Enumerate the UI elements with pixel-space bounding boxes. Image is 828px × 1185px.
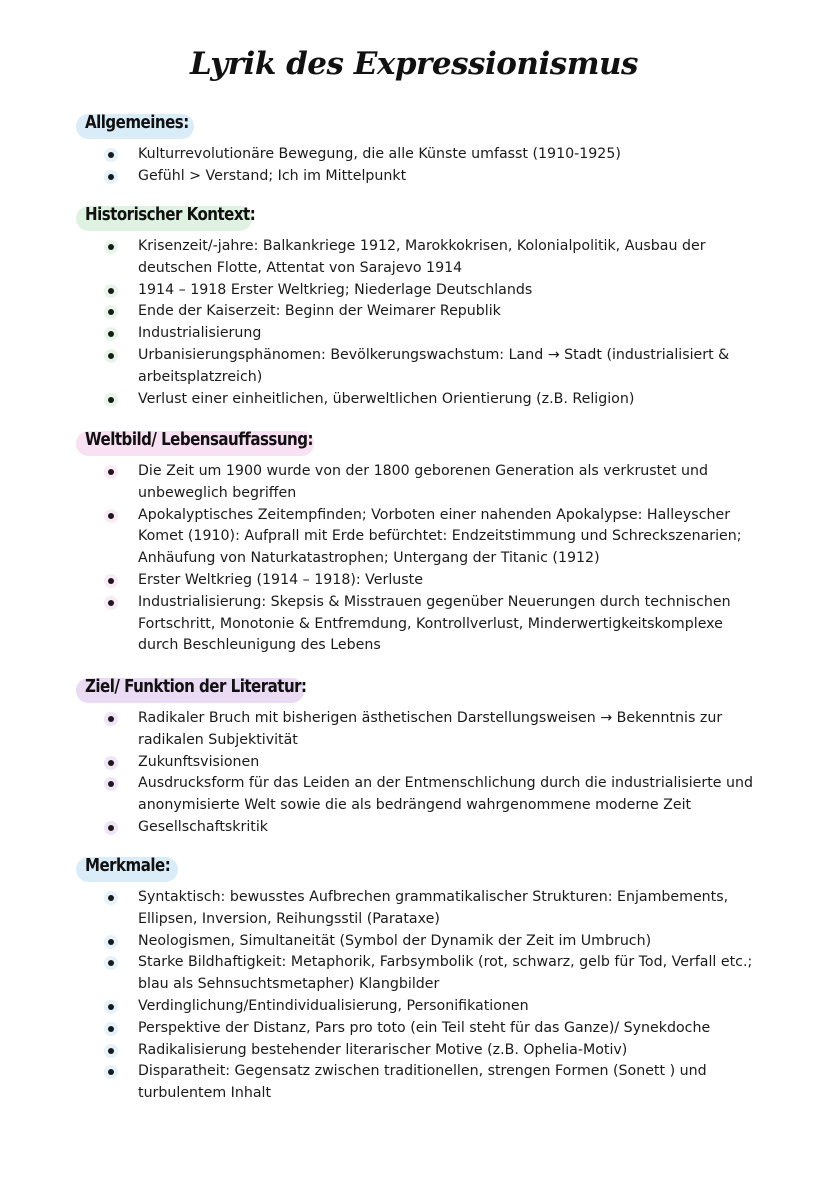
section-weltbild [76, 429, 756, 657]
list-item: 1914 – 1918 Erster Weltkrieg; Niederlage Deutschlands [76, 280, 756, 302]
list-item: Erster Weltkrieg (1914 – 1918): Verluste [76, 570, 756, 592]
section-heading: Allgemeines: [85, 113, 189, 133]
section-heading-wrap [76, 112, 756, 140]
bullet-list [76, 461, 756, 657]
list-item: Industrialisierung [76, 323, 756, 345]
bullet-icon [108, 513, 114, 519]
bullet-list [76, 887, 756, 1105]
list-item: Verlust einer einheitlichen, überweltlichen Orientierung (z.B. Religion) [76, 389, 756, 411]
bullet-icon [108, 1004, 114, 1010]
list-item: Gefühl > Verstand; Ich im Mittelpunkt [76, 166, 756, 188]
section-heading-wrap [76, 676, 756, 704]
section-heading: Merkmale: [85, 856, 171, 876]
bullet-icon [108, 939, 114, 945]
list-item: Disparatheit: Gegensatz zwischen traditionellen, strengen Formen (Sonett ) und turbulentem Inhalt [76, 1061, 756, 1105]
bullet-icon [108, 469, 114, 475]
list-item: Die Zeit um 1900 wurde von der 1800 geborenen Generation als verkrustet und unbeweglich begriffen [76, 461, 756, 505]
bullet-icon [108, 895, 114, 901]
bullet-icon [108, 716, 114, 722]
section-heading-wrap [76, 204, 756, 232]
bullet-icon [108, 397, 114, 403]
bullet-icon [108, 152, 114, 158]
bullet-icon [108, 353, 114, 359]
section-allgemeines [76, 112, 756, 188]
list-item: Apokalyptisches Zeitempfinden; Vorboten einer nahenden Apokalypse: Halleyscher Komet (1910): Aufprall mit Erde befürchtet: Endzeitstimmung und Schreckszenarien; Anhäufung von Naturkatastrophen; Untergang der Titanic (1912) [76, 505, 756, 570]
section-ziel-funktion [76, 676, 756, 839]
section-heading-wrap [76, 429, 756, 457]
section-merkmale [76, 855, 756, 1105]
list-item: Gesellschaftskritik [76, 817, 756, 839]
list-item: Kulturrevolutionäre Bewegung, die alle Künste umfasst (1910-1925) [76, 144, 756, 166]
section-historischer-kontext [76, 204, 756, 410]
section-heading-wrap [76, 855, 756, 883]
bullet-icon [108, 578, 114, 584]
list-item: Zukunftsvisionen [76, 752, 756, 774]
bullet-icon [108, 1026, 114, 1032]
bullet-list [76, 708, 756, 839]
list-item: Neologismen, Simultaneität (Symbol der Dynamik der Zeit im Umbruch) [76, 931, 756, 953]
list-item: Perspektive der Distanz, Pars pro toto (ein Teil steht für das Ganze)/ Synekdoche [76, 1018, 756, 1040]
bullet-icon [108, 825, 114, 831]
bullet-icon [108, 600, 114, 606]
bullet-icon [108, 760, 114, 766]
list-item: Krisenzeit/-jahre: Balkankriege 1912, Marokkokrisen, Kolonialpolitik, Ausbau der deutschen Flotte, Attentat von Sarajevo 1914 [76, 236, 756, 280]
list-item: Starke Bildhaftigkeit: Metaphorik, Farbsymbolik (rot, schwarz, gelb für Tod, Verfall etc.; blau als Sehnsuchtsmetapher) Klangbilder [76, 952, 756, 996]
bullet-icon [108, 244, 114, 250]
list-item: Ende der Kaiserzeit: Beginn der Weimarer Republik [76, 301, 756, 323]
section-heading: Historischer Kontext: [85, 205, 256, 225]
list-item: Industrialisierung: Skepsis & Misstrauen gegenüber Neuerungen durch technischen Fortschritt, Monotonie & Entfremdung, Kontrollverlust, Minderwertigkeitskomplexe durch Beschleunigung des Lebens [76, 592, 756, 657]
list-item: Radikalisierung bestehender literarischer Motive (z.B. Ophelia-Motiv) [76, 1040, 756, 1062]
list-item: Urbanisierungsphänomen: Bevölkerungswachstum: Land → Stadt (industrialisiert & arbeitsplatzreich) [76, 345, 756, 389]
bullet-icon [108, 174, 114, 180]
bullet-icon [108, 1048, 114, 1054]
list-item: Ausdrucksform für das Leiden an der Entmenschlichung durch die industrialisierte und anonymisierte Welt sowie die als bedrängend wahrgenommene moderne Zeit [76, 773, 756, 817]
list-item: Radikaler Bruch mit bisherigen ästhetischen Darstellungsweisen → Bekenntnis zur radikalen Subjektivität [76, 708, 756, 752]
section-heading: Ziel/ Funktion der Literatur: [85, 677, 307, 697]
list-item: Syntaktisch: bewusstes Aufbrechen grammatikalischer Strukturen: Enjambements, Ellipsen, Inversion, Reihungsstil (Parataxe) [76, 887, 756, 931]
list-item: Verdinglichung/Entindividualisierung, Personifikationen [76, 996, 756, 1018]
section-heading: Weltbild/ Lebensauffassung: [85, 430, 314, 450]
page-title: Lyrik des Expressionismus [190, 46, 638, 82]
bullet-icon [108, 288, 114, 294]
bullet-list [76, 144, 756, 188]
bullet-list [76, 236, 756, 410]
